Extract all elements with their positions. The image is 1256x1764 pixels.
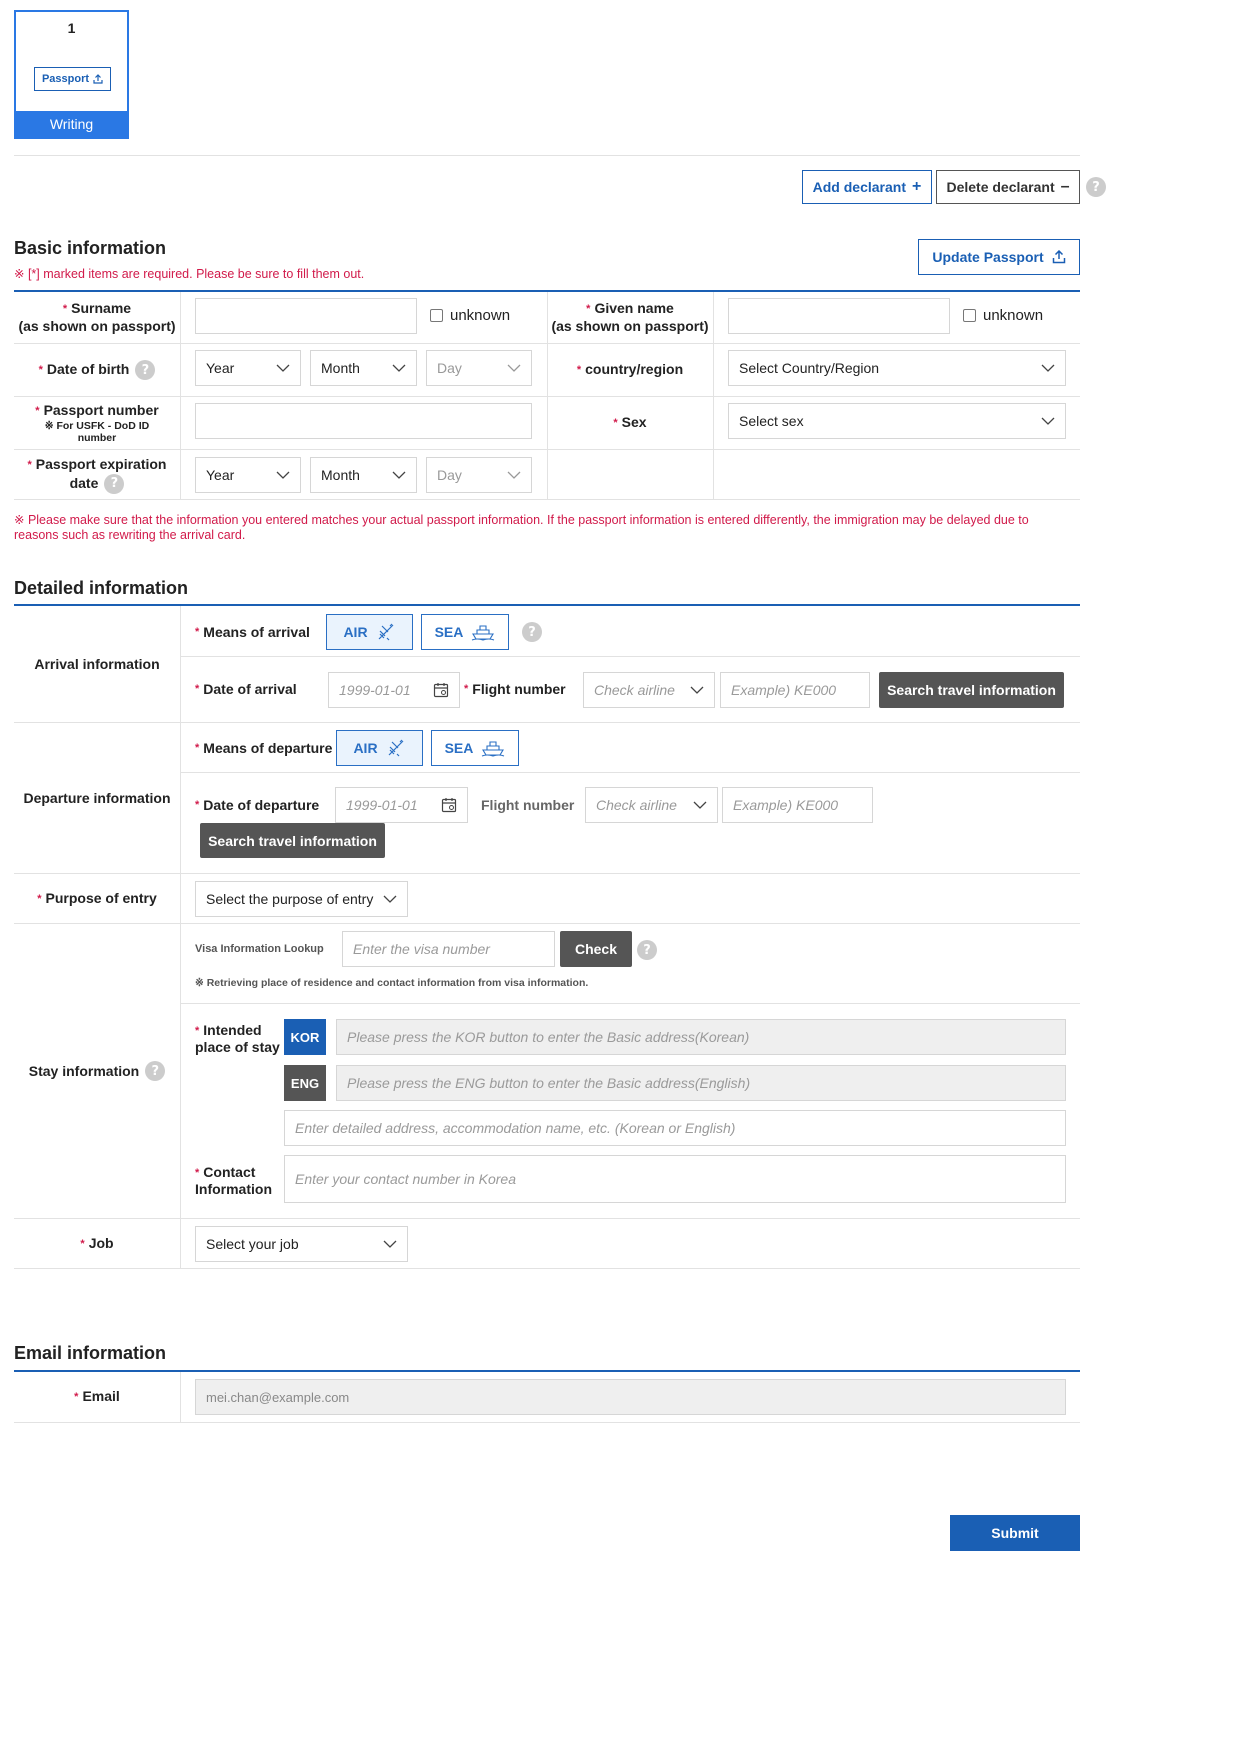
chevron-down-icon (693, 798, 707, 812)
surname-input[interactable] (195, 298, 417, 334)
eng-address-input[interactable]: Please press the ENG button to enter the Basic address(English) (336, 1065, 1066, 1101)
update-passport-label: Update Passport (932, 249, 1044, 265)
visa-number-input[interactable]: Enter the visa number (342, 931, 555, 967)
chevron-down-icon (383, 1237, 397, 1251)
airplane-icon (376, 622, 396, 642)
chevron-down-icon (276, 468, 290, 482)
plus-icon: + (912, 178, 922, 195)
add-declarant-button[interactable] (802, 170, 932, 204)
date-departure-label: * Date of departure (195, 797, 320, 813)
surname-label: * Surname (as shown on passport) (18, 300, 176, 334)
given-name-input[interactable] (728, 298, 950, 334)
flight-number-label: * Flight number (464, 681, 566, 697)
chevron-down-icon (1041, 361, 1055, 375)
purpose-label: * Purpose of entry (37, 889, 157, 906)
help-icon[interactable]: ? (1086, 177, 1106, 197)
declarant-number: 1 (67, 20, 76, 36)
dob-day-select[interactable]: Day (426, 350, 532, 386)
passport-warning: ※ Please make sure that the information you entered matches your actual passport information. If the passport information is entered differently, the immigration may be delayed due to reasons such as rewriting the arrival card. (14, 513, 1029, 542)
arrival-flight-input[interactable]: Example) KE000 (720, 672, 870, 708)
departure-flight-number-label: Flight number (481, 797, 575, 813)
departure-info-label: Departure information (23, 789, 171, 806)
departure-date-input[interactable]: 1999-01-01 (335, 787, 468, 823)
upload-icon (1052, 250, 1066, 264)
add-declarant-label: Add declarant (812, 179, 906, 195)
given-name-label: * Given name (as shown on passport) (551, 300, 709, 334)
exp-month-select[interactable]: Month (310, 457, 417, 493)
delete-declarant-button[interactable] (936, 170, 1080, 204)
kor-button[interactable]: KOR (284, 1019, 326, 1055)
air-label: AIR (343, 624, 368, 640)
country-label: * country/region (576, 361, 684, 377)
chevron-down-icon (507, 361, 521, 375)
date-arrival-label: * Date of arrival (195, 681, 297, 697)
arrival-date-input[interactable]: 1999-01-01 (328, 672, 460, 708)
basic-info-title: Basic information (14, 238, 167, 258)
help-icon[interactable]: ? (522, 622, 542, 642)
passport-number-input[interactable] (195, 403, 532, 439)
upload-icon (93, 74, 103, 84)
departure-sea-button[interactable] (431, 730, 519, 766)
surname-unknown-label: unknown (450, 307, 511, 324)
departure-air-button[interactable] (336, 730, 423, 766)
air-label: AIR (353, 740, 378, 756)
surname-unknown-checkbox[interactable] (430, 309, 443, 322)
chevron-down-icon (392, 468, 406, 482)
passport-number-label: * Passport number ※ For USFK - DoD ID number (35, 402, 159, 444)
ship-icon (471, 623, 495, 641)
chevron-down-icon (383, 892, 397, 906)
job-select[interactable]: Select your job (195, 1226, 408, 1262)
visa-note: ※ Retrieving place of residence and contact information from visa information. (195, 977, 589, 989)
submit-button[interactable]: Submit (950, 1515, 1080, 1551)
update-passport-button[interactable] (918, 239, 1080, 275)
dob-month-select[interactable]: Month (310, 350, 417, 386)
help-icon[interactable]: ? (135, 360, 155, 380)
email-label: * Email (74, 1388, 120, 1404)
arrival-sea-button[interactable] (421, 614, 509, 650)
given-name-unknown[interactable] (963, 307, 1043, 324)
arrival-airline-select[interactable]: Check airline (583, 672, 715, 708)
chevron-down-icon (507, 468, 521, 482)
search-travel-departure-button[interactable]: Search travel information (200, 823, 385, 858)
passport-upload-label: Passport (41, 73, 90, 85)
expiration-label: * Passport expiration date ? (14, 450, 180, 499)
ship-icon (481, 739, 505, 757)
means-departure-label: * Means of departure (195, 740, 333, 756)
email-info-title: Email information (14, 1343, 167, 1363)
search-travel-arrival-button[interactable]: Search travel information (879, 672, 1064, 708)
contact-input[interactable]: Enter your contact number in Korea (284, 1155, 1066, 1203)
email-input[interactable]: mei.chan@example.com (195, 1379, 1066, 1415)
passport-upload-button[interactable] (34, 67, 111, 91)
chevron-down-icon (1041, 414, 1055, 428)
calendar-icon[interactable] (441, 797, 457, 813)
sex-label: * Sex (613, 414, 647, 430)
help-icon[interactable]: ? (637, 940, 657, 960)
departure-airline-select[interactable]: Check airline (585, 787, 718, 823)
intended-stay-label: * Intended place of stay (195, 1022, 280, 1055)
help-icon[interactable]: ? (104, 474, 124, 494)
exp-year-select[interactable]: Year (195, 457, 301, 493)
detail-address-input[interactable]: Enter detailed address, accommodation name, etc. (Korean or English) (284, 1110, 1066, 1146)
departure-flight-input[interactable]: Example) KE000 (722, 787, 873, 823)
dob-label: * Date of birth ? (14, 344, 180, 396)
given-name-unknown-label: unknown (983, 307, 1044, 324)
eng-button[interactable]: ENG (284, 1065, 326, 1101)
minus-icon: – (1060, 178, 1070, 195)
country-select[interactable]: Select Country/Region (728, 350, 1066, 386)
detailed-info-title: Detailed information (14, 578, 189, 598)
required-note: ※ [*] marked items are required. Please be sure to fill them out. (14, 267, 365, 281)
contact-label: * Contact Information (195, 1164, 272, 1197)
help-icon[interactable]: ? (145, 1061, 165, 1081)
arrival-info-label: Arrival information (34, 655, 160, 672)
calendar-icon[interactable] (433, 682, 449, 698)
visa-check-button[interactable]: Check (560, 931, 632, 967)
stay-info-label: Stay information ? (14, 924, 180, 1218)
tab-status: Writing (16, 111, 127, 137)
given-name-unknown-checkbox[interactable] (963, 309, 976, 322)
means-arrival-label: * Means of arrival (195, 624, 310, 640)
delete-declarant-label: Delete declarant (946, 179, 1055, 195)
chevron-down-icon (276, 361, 290, 375)
job-label: * Job (80, 1234, 114, 1251)
dob-year-select[interactable]: Year (195, 350, 301, 386)
declarant-tab[interactable] (14, 10, 129, 139)
exp-day-select[interactable]: Day (426, 457, 532, 493)
sex-select[interactable]: Select sex (728, 403, 1066, 439)
arrival-air-button[interactable] (326, 614, 413, 650)
chevron-down-icon (690, 683, 704, 697)
kor-address-input[interactable]: Please press the KOR button to enter the Basic address(Korean) (336, 1019, 1066, 1055)
sea-label: SEA (434, 624, 464, 640)
purpose-select[interactable]: Select the purpose of entry (195, 881, 408, 917)
surname-unknown[interactable] (430, 307, 510, 324)
visa-lookup-label: Visa Information Lookup (195, 943, 324, 955)
sea-label: SEA (444, 740, 474, 756)
chevron-down-icon (392, 361, 406, 375)
airplane-icon (386, 738, 406, 758)
